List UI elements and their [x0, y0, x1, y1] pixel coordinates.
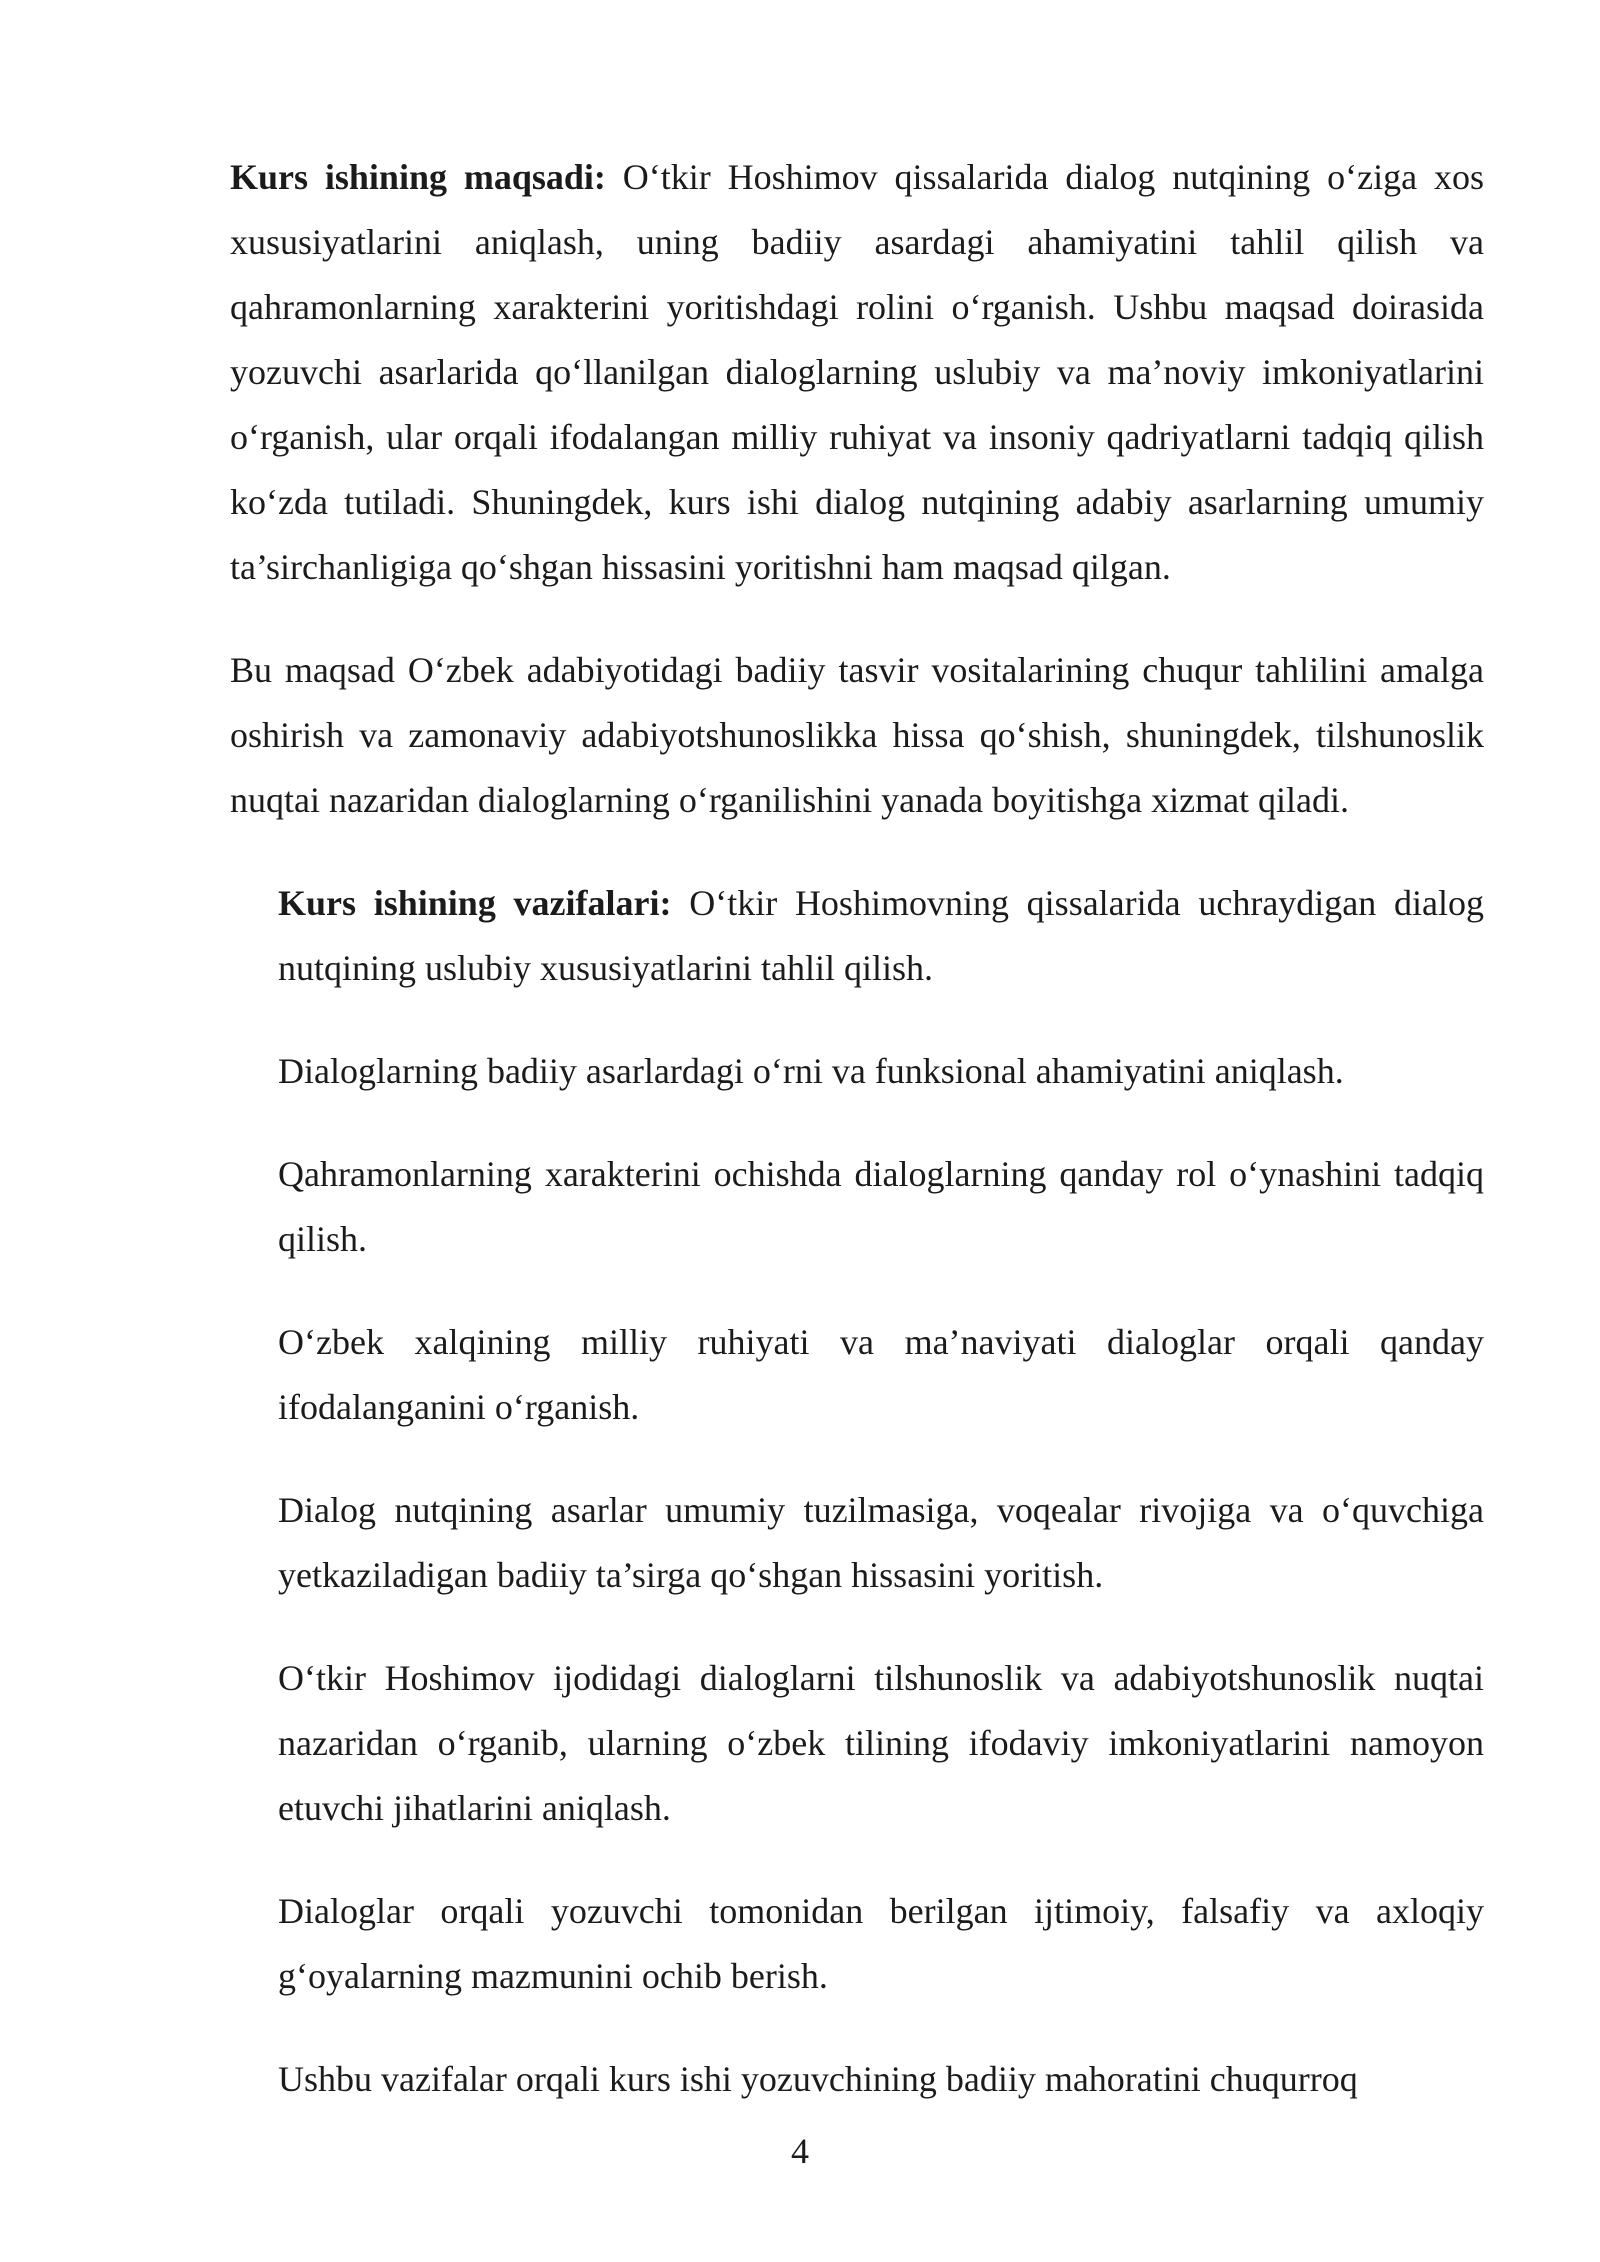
paragraph-conclusion: Ushbu vazifalar orqali kurs ishi yozuvchining badiiy mahoratini chuqurroq [278, 2059, 1358, 2099]
task-6: O‘tkir Hoshimov ijodidagi dialoglarni tilshunoslik va adabiyotshunoslik nuqtai nazaridan o‘rganib, ularning o‘zbek tilining ifodaviy imkoniyatlarini namoyon etuvchi jihatlarini aniqlash. [278, 1658, 1484, 1828]
task-2: Dialoglarning badiiy asarlardagi o‘rni va funksional ahamiyatini aniqlash. [278, 1051, 1344, 1091]
goal-heading: Kurs ishining maqsadi: [230, 157, 606, 197]
goal-text: O‘tkir Hoshimov qissalarida dialog nutqining o‘ziga xos xususiyatlarini aniqlash, uning badiiy asardagi ahamiyatini tahlil qilish va qahramonlarning xarakterini yoritishdagi rolini o‘rganish. Ushbu maqsad doirasida yozuvchi asarlarida qo‘llanilgan dialoglarning uslubiy va ma’noviy imkoniyatlarini o‘rganish, ular orqali ifodalangan milliy ruhiyat va insoniy qadriyatlarni tadqiq qilish ko‘zda tutiladi. Shuningdek, kurs ishi dialog nutqining adabiy asarlarning umumiy ta’sirchanligiga qo‘shgan hissasini yoritishni ham maqsad qilgan. [230, 157, 1485, 587]
task-4: O‘zbek xalqining milliy ruhiyati va ma’naviyati dialoglar orqali qanday ifodalanganini o‘rganish. [278, 1322, 1484, 1427]
paragraph-goal-contribution: Bu maqsad O‘zbek adabiyotidagi badiiy tasvir vositalarining chuqur tahlilini amalga oshirish va zamonaviy adabiyotshunoslikka hissa qo‘shish, shuningdek, tilshunoslik nuqtai nazaridan dialoglarning o‘rganilishini yanada boyitishga xizmat qiladi. [230, 650, 1484, 820]
paragraph-tasks [278, 871, 1484, 1001]
task-7: Dialoglar orqali yozuvchi tomonidan berilgan ijtimoiy, falsafiy va axloqiy g‘oyalarning mazmunini ochib berish. [278, 1891, 1484, 1996]
paragraph-goal [230, 145, 1484, 600]
task-1-text: O‘tkir Hoshimovning qissalarida uchraydigan dialog nutqining uslubiy xususiyatlarini tahlil qilish. [278, 883, 1484, 988]
task-5: Dialog nutqining asarlar umumiy tuzilmasiga, voqealar rivojiga va o‘quvchiga yetkaziladigan badiiy ta’sirga qo‘shgan hissasini yoritish. [278, 1490, 1484, 1595]
task-3: Qahramonlarning xarakterini ochishda dialoglarning qanday rol o‘ynashini tadqiq qilish. [278, 1154, 1484, 1259]
page-number: 4 [791, 2131, 809, 2171]
tasks-heading: Kurs ishining vazifalari: [278, 883, 672, 923]
